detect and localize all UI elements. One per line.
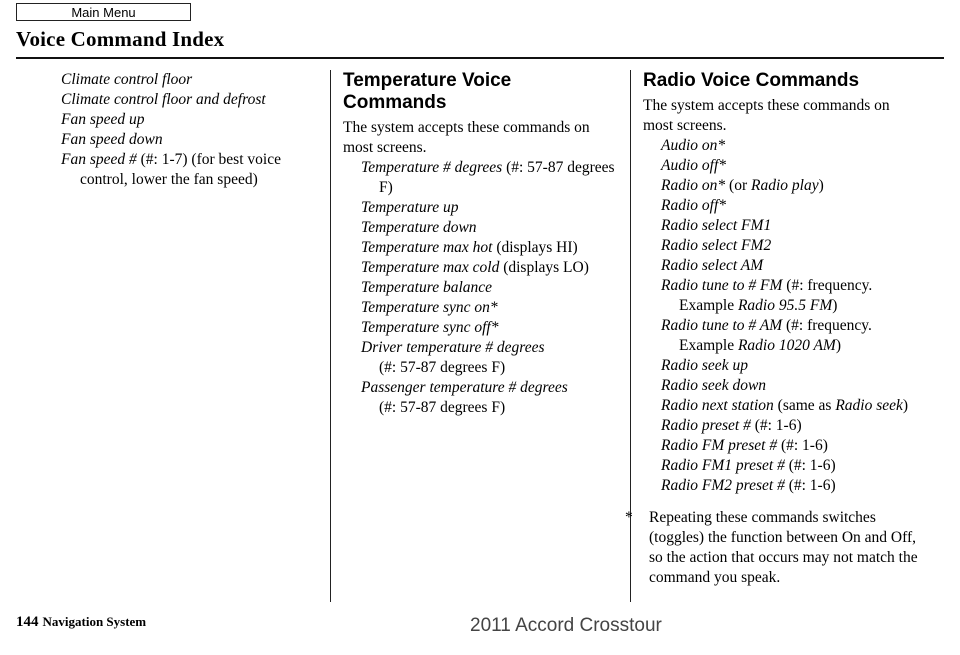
command-item: Temperature down bbox=[361, 219, 477, 236]
watermark: 2011 Accord Crosstour bbox=[470, 615, 662, 636]
page-title: Voice Command Index bbox=[16, 27, 225, 51]
column-divider bbox=[330, 70, 331, 602]
command-item: Radio select FM1 bbox=[661, 217, 772, 234]
command-item: Radio FM2 preset # (#: 1-6) bbox=[661, 477, 836, 494]
command-item: Fan speed up bbox=[61, 111, 145, 128]
command-item: Audio on* bbox=[661, 137, 726, 154]
command-item: Radio FM1 preset # (#: 1-6) bbox=[661, 457, 836, 474]
footnote-marker: * bbox=[625, 509, 633, 526]
command-item: Radio seek up bbox=[661, 357, 748, 374]
section-heading: Radio Voice Commands bbox=[643, 70, 860, 91]
command-item: Temperature max cold (displays LO) bbox=[361, 259, 589, 276]
command-item: Radio tune to # FM (#: frequency. Example Radio 95.5 FM) bbox=[661, 277, 873, 314]
command-item: Temperature max hot (displays HI) bbox=[361, 239, 578, 256]
command-item: Radio on* (or Radio play) bbox=[661, 177, 824, 194]
command-item: Fan speed # (#: 1-7) (for best voice control, lower the fan speed) bbox=[61, 151, 281, 188]
section-intro: The system accepts these commands on most screens. bbox=[643, 97, 890, 134]
command-item: Driver temperature # degrees (#: 57-87 degrees F) bbox=[361, 339, 545, 376]
command-item: Radio next station (same as Radio seek) bbox=[661, 397, 909, 414]
command-item: Fan speed down bbox=[61, 131, 163, 148]
command-item: Radio select AM bbox=[661, 257, 764, 274]
command-item: Climate control floor and defrost bbox=[61, 91, 266, 108]
climate-commands-column bbox=[61, 70, 323, 190]
command-item: Temperature sync off* bbox=[361, 319, 499, 336]
footnote bbox=[625, 508, 923, 588]
command-item: Temperature sync on* bbox=[361, 299, 498, 316]
footnote-text: Repeating these commands switches (toggles) the function between On and Off, so the action that occurs may not match the command you speak. bbox=[649, 509, 918, 586]
section-heading: Temperature Voice Commands bbox=[343, 70, 512, 113]
radio-commands-column bbox=[625, 70, 923, 588]
command-item: Radio tune to # AM (#: frequency. Example Radio 1020 AM) bbox=[661, 317, 872, 354]
command-item: Radio preset # (#: 1-6) bbox=[661, 417, 802, 434]
title-divider bbox=[16, 57, 944, 59]
section-intro: The system accepts these commands on most screens. bbox=[343, 119, 590, 156]
section-name: Navigation System bbox=[42, 614, 147, 629]
command-item: Temperature up bbox=[361, 199, 459, 216]
command-item: Radio seek down bbox=[661, 377, 767, 394]
command-item: Temperature balance bbox=[361, 279, 493, 296]
command-item: Audio off* bbox=[661, 157, 727, 174]
command-item: Passenger temperature # degrees (#: 57-87 degrees F) bbox=[361, 379, 568, 416]
command-item: Temperature # degrees (#: 57-87 degrees F) bbox=[361, 159, 615, 196]
command-item: Radio FM preset # (#: 1-6) bbox=[661, 437, 828, 454]
page-number: 144 bbox=[16, 614, 39, 630]
command-item: Radio off* bbox=[661, 197, 727, 214]
main-menu-button[interactable]: Main Menu bbox=[16, 3, 191, 21]
page-footer bbox=[16, 614, 146, 631]
temperature-commands-column bbox=[343, 70, 618, 418]
command-item: Climate control floor bbox=[61, 71, 193, 88]
command-item: Radio select FM2 bbox=[661, 237, 772, 254]
